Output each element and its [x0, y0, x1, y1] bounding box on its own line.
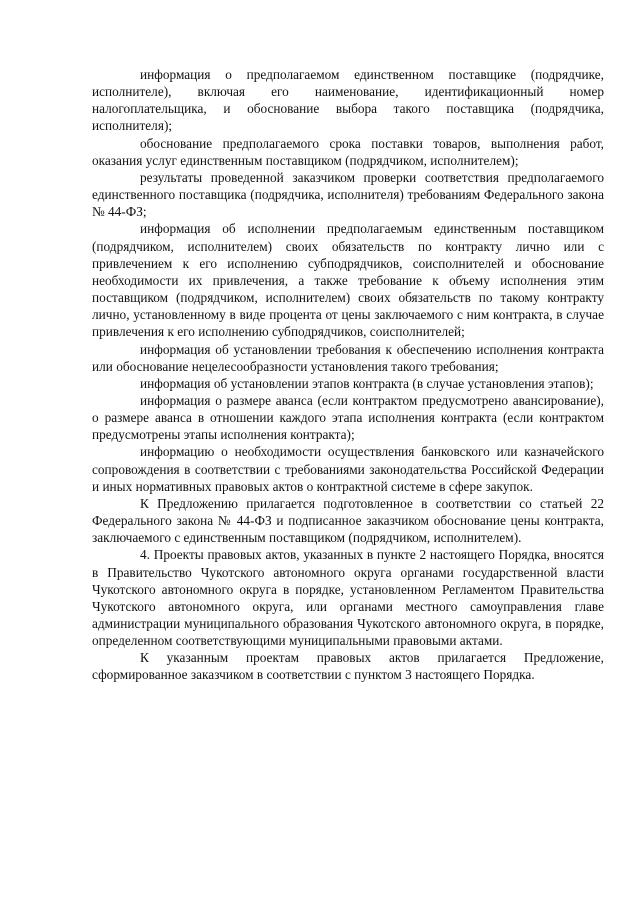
- paragraph-verification-results: результаты проведенной заказчиком проверки соответствия предполагаемого единственного поставщика (подрядчика, исполнителя) требованиям Федерального закона № 44-ФЗ;: [92, 169, 604, 220]
- paragraph-supplier-info: информация о предполагаемом единственном поставщике (подрядчике, исполнителе), включая его наименование, идентификационный номер налогоплательщика, и обоснование выбора такого поставщика (подрядчика, исполнителя);: [92, 67, 604, 134]
- paragraph-attachment: К указанным проектам правовых актов прилагается Предложение, сформированное заказчиком в соответствии с пунктом 3 настоящего Порядка.: [92, 650, 604, 683]
- paragraph-advance-payment: информация о размере аванса (если контрактом предусмотрено авансирование), о размере аванса в отношении каждого этапа исполнения контракта (если контрактом предусмотрены этапы исполнения контракта);: [92, 392, 604, 443]
- paragraph-section-4: 4. Проекты правовых актов, указанных в пункте 2 настоящего Порядка, вносятся в Правительство Чукотского автономного округа органами государственной власти Чукотского автономного округа в порядке, установленном Регламентом Правительства Чукотского автономного округа, или органами местного самоуправления главе администрации муниципального образования Чукотского автономного округа, в порядке, определенном соответствующими муниципальными правовыми актами.: [92, 547, 604, 649]
- paragraph-delivery-term: обоснование предполагаемого срока поставки товаров, выполнения работ, оказания услуг единственным поставщиком (подрядчиком, исполнителем);: [92, 135, 604, 168]
- paragraph-price-justification: К Предложению прилагается подготовленное в соответствии со статьей 22 Федерального закона № 44-ФЗ и подписанное заказчиком обоснование цены контракта, заключаемого с единственным поставщиком (подрядчиком, исполнителем).: [92, 495, 604, 546]
- paragraph-contract-stages: информация об установлении этапов контракта (в случае установления этапов);: [140, 375, 594, 391]
- paragraph-security-requirement: информация об установлении требования к обеспечению исполнения контракта или обоснование нецелесообразности установления такого требования;: [92, 341, 604, 374]
- paragraph-treasury-support: информацию о необходимости осуществления банковского или казначейского сопровождения в соответствии с требованиями законодательства Российской Федерации и иных нормативных правовых актов о контрактной системе в сфере закупок.: [92, 444, 604, 494]
- document-page: [92, 66, 604, 684]
- paragraph-contract-performance: информация об исполнении предполагаемым единственным поставщиком (подрядчиком, исполнителем) своих обязательств по контракту лично или с привлечением к его исполнению субподрядчиков, соисполнителей и обоснование необходимости их привлечения, а также требование к объему исполнения этим поставщиком (подрядчиком, исполнителем) своих обязательств по такому контракту лично, установленному в виде процента от цены заключаемого с ним контракта, в случае привлечения к его исполнению субподрядчиков, соисполнителей;: [92, 221, 604, 340]
